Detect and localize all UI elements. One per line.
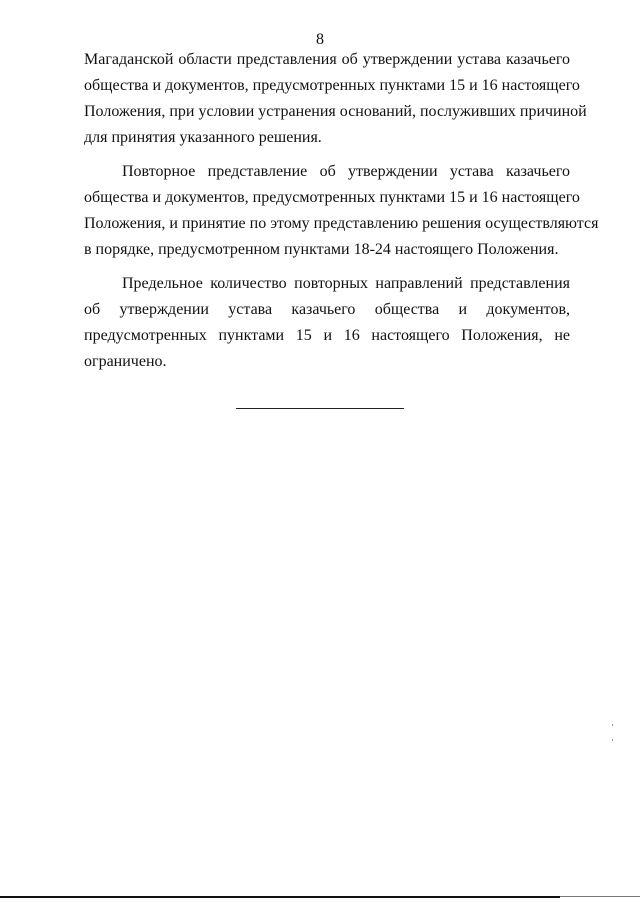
paragraph-2 xyxy=(84,159,599,263)
document-body xyxy=(84,47,599,375)
paragraph-line: Повторное представление об утверждении устава казачьего xyxy=(122,163,570,180)
paragraph-line: для принятия указанного решения. xyxy=(84,129,322,146)
paragraph-line: Положения, при условии устранения оснований, послуживших причиной xyxy=(84,103,587,120)
paragraph-line: в порядке, предусмотренном пунктами 18-24 настоящего Положения. xyxy=(84,241,559,258)
paragraph-line: Магаданской области представления об утверждении устава казачьего xyxy=(84,51,570,68)
scan-speck xyxy=(612,739,613,741)
end-separator-line xyxy=(236,408,404,409)
paragraph-1 xyxy=(84,47,587,151)
paragraph-line: об утверждении устава казачьего общества и документов, xyxy=(84,301,570,318)
paragraph-line: ограничено. xyxy=(84,353,167,370)
scan-bottom-edge xyxy=(560,896,640,897)
paragraph-line: Положения, и принятие по этому представлению решения осуществляются xyxy=(84,215,599,232)
paragraph-line: Предельное количество повторных направлений представления xyxy=(122,275,570,292)
paragraph-line: общества и документов, предусмотренных пунктами 15 и 16 настоящего xyxy=(84,189,580,206)
page-number: 8 xyxy=(316,31,324,48)
paragraph-3 xyxy=(84,271,570,375)
scan-speck xyxy=(612,724,613,726)
scan-bottom-edge xyxy=(0,896,560,898)
paragraph-line: общества и документов, предусмотренных пунктами 15 и 16 настоящего xyxy=(84,77,580,94)
paragraph-line: предусмотренных пунктами 15 и 16 настоящего Положения, не xyxy=(84,327,570,344)
